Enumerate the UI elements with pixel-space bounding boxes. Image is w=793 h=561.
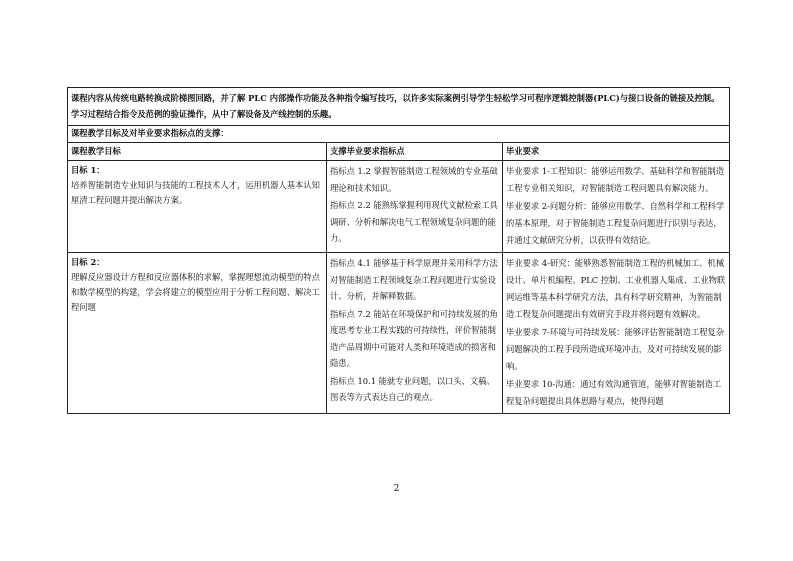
section-title: 课程教学目标及对毕业要求指标点的支撑： <box>68 126 730 143</box>
requirement-item: 毕业要求 7-环境与可持续发展：能够评估智能制造工程复杂问题解决的工程手段所造成环境冲击，及对可持续发展的影响。 <box>506 327 725 371</box>
goal-cell <box>68 161 327 253</box>
indicator-item: 指标点 1.2 掌握智能制造工程领域的专业基础理论和技术知识。 <box>330 166 498 193</box>
indicator-item: 指标点 2.2 能熟练掌握利用现代文献检索工具调研、分析和解决电气工程领域复杂问题的能力。 <box>330 200 498 243</box>
requirement-cell <box>503 253 730 414</box>
intro-row <box>68 88 730 126</box>
page-number: 2 <box>393 484 400 494</box>
indicator-item: 指标点 4.1 能够基于科学原理并采用科学方法对智能制造工程领域复杂工程问题进行实验设计、分析，并解释数据。 <box>330 258 498 301</box>
requirement-item: 毕业要求 4-研究：能够熟悉智能制造工程的机械加工、机械设计、单片机编程、PLC 控制、工业机器人集成、工业物联网运维等基本科学研究方法，具有科学研究精神，为智能制造工程复杂问题提出有效研究手段并将问题有效解决。 <box>506 258 726 319</box>
requirement-item: 毕业要求 2-问题分析：能够应用数学、自然科学和工程科学的基本原理，对于智能制造工程复杂问题进行识别与表达，并通过文献研究分析，以获得有效结论。 <box>506 201 725 245</box>
table-row <box>68 253 730 414</box>
goal-title: 目标 2： <box>71 257 105 267</box>
goal-cell <box>68 253 327 414</box>
goal-text: 培养智能制造专业知识与技能的工程技术人才，运用机器人基本认知厘清工程问题并提出解决方案。 <box>71 180 320 205</box>
requirement-cell <box>503 161 730 253</box>
course-objectives-table <box>67 87 730 414</box>
header-indicator: 支撑毕业要求指标点 <box>327 142 503 161</box>
header-requirement: 毕业要求 <box>503 142 730 161</box>
section-row <box>68 126 730 143</box>
table-row <box>68 161 730 253</box>
header-goal: 课程教学目标 <box>68 142 327 161</box>
goal-title: 目标 1： <box>71 165 105 175</box>
course-intro: 课程内容从传统电路转换成阶梯图回路，并了解 PLC 内部操作功能及各种指令编写技巧，以许多实际案例引导学生轻松学习可程序逻辑控制器(PLC)与接口设备的链接及控制。学习过程结合指令及范例的验证操作，从中了解设备及产线控制的乐趣。 <box>68 88 730 126</box>
goal-text: 理解反应器设计方程和反应器体积的求解，掌握理想流动模型的特点和数学模型的构建，学会将建立的模型应用于分析工程问题、解决工程问题 <box>71 272 320 312</box>
indicator-item: 指标点 10.1 能就专业问题，以口头、文稿、图表等方式表达自己的观点。 <box>330 375 495 402</box>
requirement-item: 毕业要求 1-工程知识：能够运用数学、基础科学和智能制造工程专业相关知识，对智能制造工程问题具有解决能力。 <box>506 166 725 193</box>
requirement-item: 毕业要求 10-沟通：通过有效沟通管道，能够对智能制造工程复杂问题提出具体思路与观点，使得问题 <box>506 379 722 406</box>
indicator-cell <box>327 253 503 414</box>
indicator-item: 指标点 7.2 能站在环境保护和可持续发展的角度思考专业工程实践的可持续性，评价智能制造产品周期中可能对人类和环境造成的损害和隐患。 <box>330 308 498 368</box>
indicator-cell <box>327 161 503 253</box>
table-header-row <box>68 142 730 161</box>
